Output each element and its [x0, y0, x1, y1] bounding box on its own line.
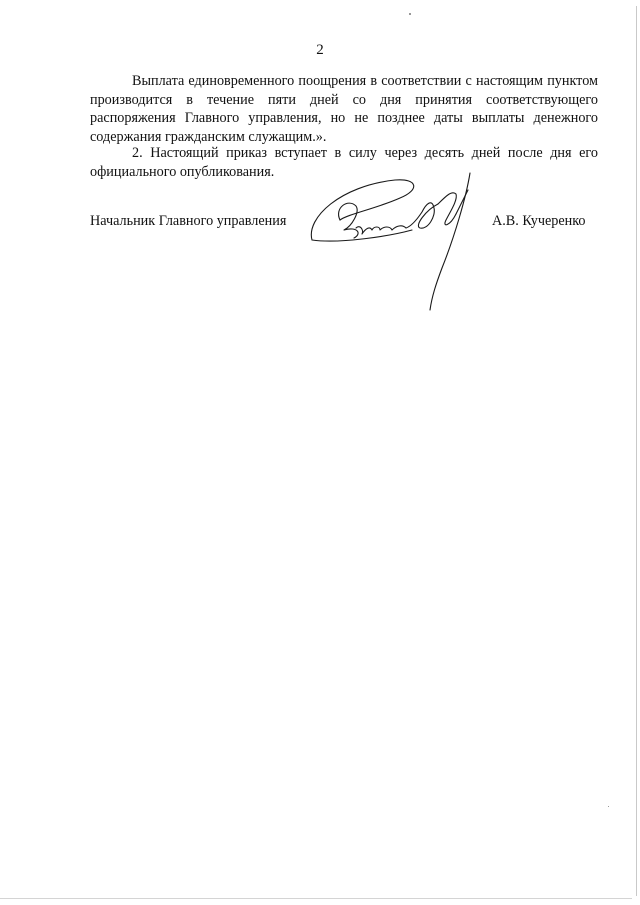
paragraph-text: 2. Настоящий приказ вступает в силу через десять дней после дня его официального опубликования.	[90, 145, 598, 180]
signatory-position: Начальник Главного управления	[90, 213, 287, 229]
page-number: 2	[316, 42, 324, 58]
page-edge-right	[636, 6, 637, 896]
scan-speck	[409, 13, 411, 15]
signatory-name: А.В. Кучеренко	[492, 213, 586, 229]
paragraph-text: Выплата единовременного поощрения в соответствии с настоящим пунктом производится в течение пяти дней со дня принятия соответствующего распоряжения Главного управления, но не позднее даты выплаты денежного содержания гражданским служащим.».	[90, 73, 598, 145]
page-edge-bottom	[0, 898, 632, 899]
handwritten-signature-icon	[300, 168, 500, 313]
scan-speck	[608, 806, 609, 807]
paragraph-1	[90, 72, 598, 146]
